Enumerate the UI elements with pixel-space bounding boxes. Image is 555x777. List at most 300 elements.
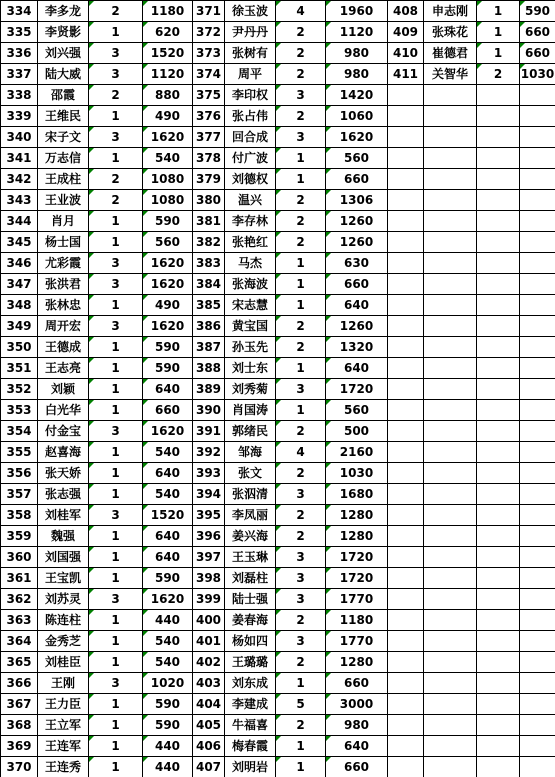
count-cell[interactable]: 2 (276, 715, 326, 736)
amount-cell[interactable]: 1620 (143, 589, 193, 610)
row-number-cell[interactable]: 381 (193, 211, 225, 232)
count-cell[interactable]: 2 (89, 169, 143, 190)
row-number-cell[interactable]: 386 (193, 316, 225, 337)
empty-cell[interactable] (424, 316, 477, 337)
empty-cell[interactable] (520, 274, 555, 295)
count-cell[interactable]: 1 (477, 1, 520, 22)
amount-cell[interactable]: 1020 (143, 673, 193, 694)
empty-cell[interactable] (388, 232, 424, 253)
empty-cell[interactable] (388, 106, 424, 127)
amount-cell[interactable]: 590 (143, 337, 193, 358)
count-cell[interactable]: 2 (89, 190, 143, 211)
empty-cell[interactable] (477, 106, 520, 127)
row-number-cell[interactable]: 373 (193, 43, 225, 64)
empty-cell[interactable] (520, 589, 555, 610)
empty-cell[interactable] (477, 610, 520, 631)
empty-cell[interactable] (520, 673, 555, 694)
row-number-cell[interactable]: 389 (193, 379, 225, 400)
amount-cell[interactable]: 640 (326, 736, 388, 757)
row-number-cell[interactable]: 377 (193, 127, 225, 148)
amount-cell[interactable]: 640 (143, 547, 193, 568)
name-cell[interactable]: 刘士东 (225, 358, 276, 379)
name-cell[interactable]: 姜兴海 (225, 526, 276, 547)
empty-cell[interactable] (388, 631, 424, 652)
name-cell[interactable]: 回合成 (225, 127, 276, 148)
empty-cell[interactable] (477, 484, 520, 505)
empty-cell[interactable] (424, 652, 477, 673)
amount-cell[interactable]: 2160 (326, 442, 388, 463)
row-number-cell[interactable]: 384 (193, 274, 225, 295)
row-number-cell[interactable]: 358 (1, 505, 38, 526)
empty-cell[interactable] (477, 232, 520, 253)
amount-cell[interactable]: 1620 (143, 253, 193, 274)
row-number-cell[interactable]: 360 (1, 547, 38, 568)
row-number-cell[interactable]: 340 (1, 127, 38, 148)
empty-cell[interactable] (388, 337, 424, 358)
empty-cell[interactable] (477, 274, 520, 295)
count-cell[interactable]: 1 (276, 358, 326, 379)
amount-cell[interactable]: 1520 (143, 43, 193, 64)
row-number-cell[interactable]: 376 (193, 106, 225, 127)
empty-cell[interactable] (388, 127, 424, 148)
amount-cell[interactable]: 660 (326, 757, 388, 777)
name-cell[interactable]: 李贤影 (38, 22, 89, 43)
name-cell[interactable]: 孙玉先 (225, 337, 276, 358)
name-cell[interactable]: 王志亮 (38, 358, 89, 379)
empty-cell[interactable] (388, 253, 424, 274)
count-cell[interactable]: 1 (89, 631, 143, 652)
name-cell[interactable]: 姜春海 (225, 610, 276, 631)
amount-cell[interactable]: 1620 (326, 127, 388, 148)
row-number-cell[interactable]: 385 (193, 295, 225, 316)
empty-cell[interactable] (520, 337, 555, 358)
row-number-cell[interactable]: 355 (1, 442, 38, 463)
amount-cell[interactable]: 590 (143, 358, 193, 379)
empty-cell[interactable] (520, 232, 555, 253)
empty-cell[interactable] (477, 190, 520, 211)
count-cell[interactable]: 1 (276, 253, 326, 274)
empty-cell[interactable] (424, 337, 477, 358)
row-number-cell[interactable]: 366 (1, 673, 38, 694)
count-cell[interactable]: 3 (89, 43, 143, 64)
amount-cell[interactable]: 1120 (143, 64, 193, 85)
empty-cell[interactable] (477, 736, 520, 757)
empty-cell[interactable] (424, 484, 477, 505)
name-cell[interactable]: 王维民 (38, 106, 89, 127)
row-number-cell[interactable]: 356 (1, 463, 38, 484)
count-cell[interactable]: 3 (276, 379, 326, 400)
empty-cell[interactable] (424, 610, 477, 631)
amount-cell[interactable]: 440 (143, 757, 193, 777)
row-number-cell[interactable]: 399 (193, 589, 225, 610)
row-number-cell[interactable]: 394 (193, 484, 225, 505)
amount-cell[interactable]: 1770 (326, 589, 388, 610)
amount-cell[interactable]: 1280 (326, 652, 388, 673)
row-number-cell[interactable]: 392 (193, 442, 225, 463)
row-number-cell[interactable]: 337 (1, 64, 38, 85)
empty-cell[interactable] (424, 463, 477, 484)
count-cell[interactable]: 3 (276, 127, 326, 148)
count-cell[interactable]: 1 (276, 736, 326, 757)
name-cell[interactable]: 付广波 (225, 148, 276, 169)
empty-cell[interactable] (424, 505, 477, 526)
row-number-cell[interactable]: 378 (193, 148, 225, 169)
amount-cell[interactable]: 1180 (326, 610, 388, 631)
empty-cell[interactable] (424, 715, 477, 736)
name-cell[interactable]: 付金宝 (38, 421, 89, 442)
empty-cell[interactable] (520, 631, 555, 652)
amount-cell[interactable]: 1280 (326, 505, 388, 526)
empty-cell[interactable] (424, 274, 477, 295)
name-cell[interactable]: 黄宝国 (225, 316, 276, 337)
empty-cell[interactable] (388, 421, 424, 442)
empty-cell[interactable] (477, 589, 520, 610)
row-number-cell[interactable]: 404 (193, 694, 225, 715)
count-cell[interactable]: 1 (276, 400, 326, 421)
empty-cell[interactable] (477, 337, 520, 358)
count-cell[interactable]: 3 (89, 64, 143, 85)
empty-cell[interactable] (424, 400, 477, 421)
empty-cell[interactable] (424, 736, 477, 757)
empty-cell[interactable] (424, 526, 477, 547)
count-cell[interactable]: 1 (477, 43, 520, 64)
amount-cell[interactable]: 660 (326, 169, 388, 190)
count-cell[interactable]: 3 (276, 484, 326, 505)
count-cell[interactable]: 3 (276, 631, 326, 652)
name-cell[interactable]: 尹丹丹 (225, 22, 276, 43)
amount-cell[interactable]: 560 (143, 232, 193, 253)
empty-cell[interactable] (477, 358, 520, 379)
count-cell[interactable]: 2 (276, 22, 326, 43)
amount-cell[interactable]: 660 (520, 22, 555, 43)
count-cell[interactable]: 1 (89, 568, 143, 589)
name-cell[interactable]: 陆大威 (38, 64, 89, 85)
row-number-cell[interactable]: 380 (193, 190, 225, 211)
empty-cell[interactable] (388, 757, 424, 777)
amount-cell[interactable]: 660 (143, 400, 193, 421)
name-cell[interactable]: 王璐璐 (225, 652, 276, 673)
name-cell[interactable]: 张艳红 (225, 232, 276, 253)
name-cell[interactable]: 刘秀菊 (225, 379, 276, 400)
amount-cell[interactable]: 660 (326, 673, 388, 694)
row-number-cell[interactable]: 362 (1, 589, 38, 610)
row-number-cell[interactable]: 369 (1, 736, 38, 757)
row-number-cell[interactable]: 395 (193, 505, 225, 526)
name-cell[interactable]: 张林忠 (38, 295, 89, 316)
row-number-cell[interactable]: 398 (193, 568, 225, 589)
amount-cell[interactable]: 440 (143, 610, 193, 631)
row-number-cell[interactable]: 383 (193, 253, 225, 274)
empty-cell[interactable] (388, 652, 424, 673)
empty-cell[interactable] (424, 694, 477, 715)
empty-cell[interactable] (520, 169, 555, 190)
row-number-cell[interactable]: 387 (193, 337, 225, 358)
empty-cell[interactable] (424, 232, 477, 253)
empty-cell[interactable] (424, 673, 477, 694)
count-cell[interactable]: 3 (89, 274, 143, 295)
amount-cell[interactable]: 540 (143, 652, 193, 673)
count-cell[interactable]: 2 (276, 526, 326, 547)
empty-cell[interactable] (424, 85, 477, 106)
name-cell[interactable]: 刘东成 (225, 673, 276, 694)
name-cell[interactable]: 张天娇 (38, 463, 89, 484)
row-number-cell[interactable]: 401 (193, 631, 225, 652)
empty-cell[interactable] (388, 463, 424, 484)
row-number-cell[interactable]: 388 (193, 358, 225, 379)
amount-cell[interactable]: 1260 (326, 232, 388, 253)
name-cell[interactable]: 刘德权 (225, 169, 276, 190)
empty-cell[interactable] (424, 127, 477, 148)
count-cell[interactable]: 1 (89, 463, 143, 484)
empty-cell[interactable] (477, 568, 520, 589)
count-cell[interactable]: 2 (276, 505, 326, 526)
amount-cell[interactable]: 640 (326, 358, 388, 379)
count-cell[interactable]: 1 (89, 232, 143, 253)
empty-cell[interactable] (520, 379, 555, 400)
row-number-cell[interactable]: 365 (1, 652, 38, 673)
count-cell[interactable]: 1 (89, 547, 143, 568)
count-cell[interactable]: 2 (276, 232, 326, 253)
amount-cell[interactable]: 1080 (143, 190, 193, 211)
empty-cell[interactable] (424, 358, 477, 379)
amount-cell[interactable]: 1620 (143, 421, 193, 442)
empty-cell[interactable] (477, 694, 520, 715)
count-cell[interactable]: 1 (89, 148, 143, 169)
empty-cell[interactable] (477, 673, 520, 694)
count-cell[interactable]: 2 (477, 64, 520, 85)
name-cell[interactable]: 刘兴强 (38, 43, 89, 64)
name-cell[interactable]: 邹海 (225, 442, 276, 463)
amount-cell[interactable]: 630 (326, 253, 388, 274)
name-cell[interactable]: 王力臣 (38, 694, 89, 715)
name-cell[interactable]: 邵霞 (38, 85, 89, 106)
empty-cell[interactable] (520, 421, 555, 442)
amount-cell[interactable]: 1520 (143, 505, 193, 526)
name-cell[interactable]: 关智华 (424, 64, 477, 85)
row-number-cell[interactable]: 346 (1, 253, 38, 274)
amount-cell[interactable]: 560 (326, 400, 388, 421)
name-cell[interactable]: 李凤丽 (225, 505, 276, 526)
row-number-cell[interactable]: 341 (1, 148, 38, 169)
amount-cell[interactable]: 590 (143, 715, 193, 736)
count-cell[interactable]: 3 (276, 85, 326, 106)
amount-cell[interactable]: 1060 (326, 106, 388, 127)
name-cell[interactable]: 梅春霞 (225, 736, 276, 757)
count-cell[interactable]: 2 (276, 610, 326, 631)
empty-cell[interactable] (424, 631, 477, 652)
row-number-cell[interactable]: 371 (193, 1, 225, 22)
name-cell[interactable]: 杨士国 (38, 232, 89, 253)
row-number-cell[interactable]: 350 (1, 337, 38, 358)
row-number-cell[interactable]: 375 (193, 85, 225, 106)
count-cell[interactable]: 1 (89, 610, 143, 631)
empty-cell[interactable] (388, 568, 424, 589)
name-cell[interactable]: 牛福喜 (225, 715, 276, 736)
row-number-cell[interactable]: 372 (193, 22, 225, 43)
count-cell[interactable]: 3 (276, 547, 326, 568)
empty-cell[interactable] (477, 400, 520, 421)
count-cell[interactable]: 1 (89, 211, 143, 232)
empty-cell[interactable] (520, 568, 555, 589)
amount-cell[interactable]: 590 (520, 1, 555, 22)
empty-cell[interactable] (520, 400, 555, 421)
amount-cell[interactable]: 1306 (326, 190, 388, 211)
empty-cell[interactable] (477, 442, 520, 463)
count-cell[interactable]: 1 (89, 757, 143, 777)
row-number-cell[interactable]: 354 (1, 421, 38, 442)
empty-cell[interactable] (520, 127, 555, 148)
amount-cell[interactable]: 590 (143, 694, 193, 715)
row-number-cell[interactable]: 367 (1, 694, 38, 715)
amount-cell[interactable]: 1720 (326, 379, 388, 400)
empty-cell[interactable] (477, 316, 520, 337)
amount-cell[interactable]: 660 (326, 274, 388, 295)
empty-cell[interactable] (388, 190, 424, 211)
amount-cell[interactable]: 1720 (326, 547, 388, 568)
row-number-cell[interactable]: 348 (1, 295, 38, 316)
empty-cell[interactable] (520, 295, 555, 316)
count-cell[interactable]: 1 (276, 757, 326, 777)
name-cell[interactable]: 张文 (225, 463, 276, 484)
count-cell[interactable]: 1 (276, 274, 326, 295)
row-number-cell[interactable]: 342 (1, 169, 38, 190)
name-cell[interactable]: 白光华 (38, 400, 89, 421)
name-cell[interactable]: 张占伟 (225, 106, 276, 127)
name-cell[interactable]: 陆士强 (225, 589, 276, 610)
row-number-cell[interactable]: 374 (193, 64, 225, 85)
name-cell[interactable]: 杨如四 (225, 631, 276, 652)
row-number-cell[interactable]: 405 (193, 715, 225, 736)
count-cell[interactable]: 3 (89, 316, 143, 337)
count-cell[interactable]: 2 (276, 337, 326, 358)
row-number-cell[interactable]: 344 (1, 211, 38, 232)
name-cell[interactable]: 刘桂臣 (38, 652, 89, 673)
row-number-cell[interactable]: 400 (193, 610, 225, 631)
name-cell[interactable]: 刘颖 (38, 379, 89, 400)
empty-cell[interactable] (520, 211, 555, 232)
empty-cell[interactable] (477, 505, 520, 526)
amount-cell[interactable]: 640 (143, 379, 193, 400)
empty-cell[interactable] (520, 358, 555, 379)
count-cell[interactable]: 4 (276, 1, 326, 22)
empty-cell[interactable] (424, 568, 477, 589)
empty-cell[interactable] (477, 463, 520, 484)
count-cell[interactable]: 1 (276, 673, 326, 694)
amount-cell[interactable]: 1120 (326, 22, 388, 43)
empty-cell[interactable] (520, 148, 555, 169)
row-number-cell[interactable]: 351 (1, 358, 38, 379)
amount-cell[interactable]: 590 (143, 568, 193, 589)
row-number-cell[interactable]: 352 (1, 379, 38, 400)
empty-cell[interactable] (520, 757, 555, 777)
name-cell[interactable]: 金秀芝 (38, 631, 89, 652)
amount-cell[interactable]: 560 (326, 148, 388, 169)
amount-cell[interactable]: 640 (143, 463, 193, 484)
empty-cell[interactable] (477, 421, 520, 442)
amount-cell[interactable]: 1680 (326, 484, 388, 505)
count-cell[interactable]: 1 (89, 379, 143, 400)
row-number-cell[interactable]: 353 (1, 400, 38, 421)
empty-cell[interactable] (520, 463, 555, 484)
amount-cell[interactable]: 500 (326, 421, 388, 442)
empty-cell[interactable] (520, 610, 555, 631)
count-cell[interactable]: 1 (89, 526, 143, 547)
count-cell[interactable]: 2 (276, 316, 326, 337)
empty-cell[interactable] (388, 148, 424, 169)
empty-cell[interactable] (520, 316, 555, 337)
amount-cell[interactable]: 1030 (326, 463, 388, 484)
empty-cell[interactable] (388, 169, 424, 190)
name-cell[interactable]: 王刚 (38, 673, 89, 694)
amount-cell[interactable]: 540 (143, 484, 193, 505)
name-cell[interactable]: 刘苏灵 (38, 589, 89, 610)
count-cell[interactable]: 2 (276, 43, 326, 64)
name-cell[interactable]: 王玉琳 (225, 547, 276, 568)
amount-cell[interactable]: 1030 (520, 64, 555, 85)
name-cell[interactable]: 张洪君 (38, 274, 89, 295)
empty-cell[interactable] (388, 358, 424, 379)
amount-cell[interactable]: 590 (143, 211, 193, 232)
amount-cell[interactable]: 1620 (143, 274, 193, 295)
row-number-cell[interactable]: 410 (388, 43, 424, 64)
empty-cell[interactable] (520, 694, 555, 715)
name-cell[interactable]: 王德成 (38, 337, 89, 358)
row-number-cell[interactable]: 361 (1, 568, 38, 589)
name-cell[interactable]: 李存林 (225, 211, 276, 232)
name-cell[interactable]: 王立军 (38, 715, 89, 736)
name-cell[interactable]: 刘国强 (38, 547, 89, 568)
empty-cell[interactable] (388, 610, 424, 631)
count-cell[interactable]: 1 (89, 652, 143, 673)
empty-cell[interactable] (520, 484, 555, 505)
empty-cell[interactable] (477, 295, 520, 316)
name-cell[interactable]: 赵喜海 (38, 442, 89, 463)
row-number-cell[interactable]: 347 (1, 274, 38, 295)
count-cell[interactable]: 1 (89, 106, 143, 127)
name-cell[interactable]: 刘桂军 (38, 505, 89, 526)
count-cell[interactable]: 1 (89, 295, 143, 316)
amount-cell[interactable]: 640 (143, 526, 193, 547)
empty-cell[interactable] (388, 673, 424, 694)
empty-cell[interactable] (477, 127, 520, 148)
empty-cell[interactable] (520, 85, 555, 106)
count-cell[interactable]: 1 (89, 22, 143, 43)
empty-cell[interactable] (477, 148, 520, 169)
count-cell[interactable]: 2 (89, 85, 143, 106)
row-number-cell[interactable]: 345 (1, 232, 38, 253)
name-cell[interactable]: 刘明岩 (225, 757, 276, 777)
count-cell[interactable]: 3 (276, 568, 326, 589)
count-cell[interactable]: 5 (276, 694, 326, 715)
empty-cell[interactable] (520, 652, 555, 673)
empty-cell[interactable] (477, 757, 520, 777)
name-cell[interactable]: 张海波 (225, 274, 276, 295)
row-number-cell[interactable]: 334 (1, 1, 38, 22)
count-cell[interactable]: 1 (89, 442, 143, 463)
empty-cell[interactable] (388, 442, 424, 463)
amount-cell[interactable]: 1620 (143, 316, 193, 337)
empty-cell[interactable] (388, 589, 424, 610)
empty-cell[interactable] (388, 316, 424, 337)
count-cell[interactable]: 1 (477, 22, 520, 43)
empty-cell[interactable] (520, 253, 555, 274)
count-cell[interactable]: 3 (89, 589, 143, 610)
row-number-cell[interactable]: 407 (193, 757, 225, 777)
empty-cell[interactable] (424, 295, 477, 316)
row-number-cell[interactable]: 411 (388, 64, 424, 85)
empty-cell[interactable] (388, 85, 424, 106)
empty-cell[interactable] (388, 295, 424, 316)
